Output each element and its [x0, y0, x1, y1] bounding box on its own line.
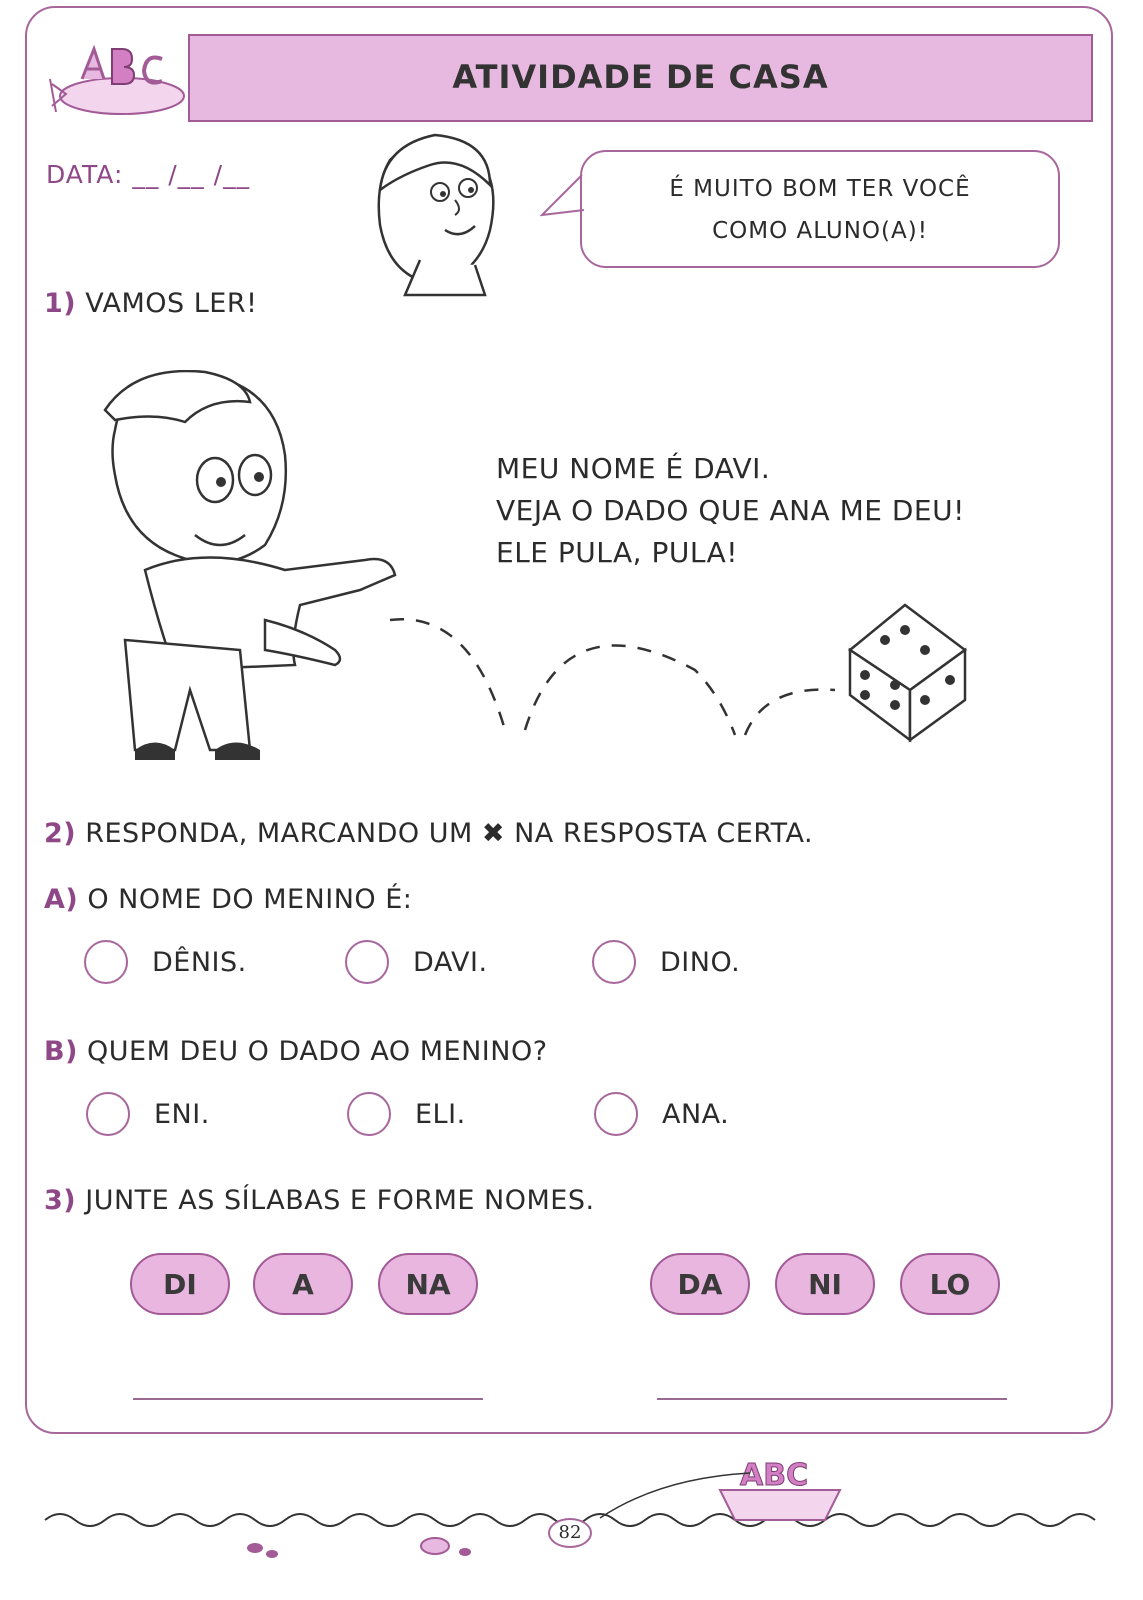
- teacher-illustration: [360, 130, 510, 305]
- question-3: [44, 1185, 595, 1216]
- option-a-3[interactable]: [592, 937, 740, 987]
- answer-circle[interactable]: [345, 940, 389, 984]
- option-label: DINO.: [660, 946, 741, 978]
- question-3-number: 3): [44, 1185, 77, 1216]
- date-field: DATA: __ /__ /__: [46, 160, 251, 189]
- syllable-pill: DA: [650, 1253, 750, 1315]
- question-2a-letter: A): [44, 884, 79, 915]
- story-line-2: VEJA O DADO QUE ANA ME DEU!: [496, 494, 965, 527]
- x-mark-icon: ✖: [481, 818, 505, 849]
- answer-options-a: [80, 937, 1080, 987]
- answer-circle[interactable]: [86, 1092, 130, 1136]
- option-a-1[interactable]: [84, 937, 247, 987]
- title-banner: [188, 34, 1093, 122]
- boy-davi-illustration: [85, 370, 405, 780]
- answer-circle[interactable]: [594, 1092, 638, 1136]
- boat-abc-label: ABC: [740, 1458, 809, 1493]
- syllable-pill: A: [253, 1253, 353, 1315]
- bouncing-dice-illustration: [385, 590, 985, 770]
- syllable-pill: NA: [378, 1253, 478, 1315]
- option-b-3[interactable]: [594, 1089, 729, 1139]
- dice-icon: [850, 605, 965, 740]
- syllable-pill: LO: [900, 1253, 1000, 1315]
- story-line-1: MEU NOME É DAVI.: [496, 452, 771, 485]
- option-label: DÊNIS.: [152, 946, 247, 978]
- option-label: DAVI.: [413, 946, 488, 978]
- option-a-2[interactable]: [345, 937, 488, 987]
- question-2b-letter: B): [44, 1036, 78, 1067]
- question-3-text: JUNTE AS SÍLABAS E FORME NOMES.: [85, 1185, 595, 1216]
- option-b-1[interactable]: [86, 1089, 210, 1139]
- question-2-text-before: RESPONDA, MARCANDO UM: [85, 818, 473, 849]
- answer-circle[interactable]: [84, 940, 128, 984]
- question-2-number: 2): [44, 818, 77, 849]
- question-2b-text: QUEM DEU O DADO AO MENINO?: [87, 1036, 548, 1067]
- speech-bubble: [580, 150, 1060, 268]
- story-line-3: ELE PULA, PULA!: [496, 536, 738, 569]
- question-2b: [44, 1036, 548, 1067]
- answer-line-2[interactable]: [657, 1398, 1007, 1400]
- page-title: ATIVIDADE DE CASA: [452, 58, 829, 96]
- question-2: [44, 818, 813, 849]
- question-1: [44, 288, 257, 319]
- abc-airplane-logo: [42, 34, 192, 129]
- answer-circle[interactable]: [347, 1092, 391, 1136]
- option-label: ELI.: [415, 1098, 466, 1130]
- speech-line-1: É MUITO BOM TER VOCÊ: [669, 176, 971, 202]
- option-label: ANA.: [662, 1098, 730, 1130]
- answer-line-1[interactable]: [133, 1398, 483, 1400]
- option-b-2[interactable]: [347, 1089, 466, 1139]
- footer-waves-decoration: [40, 1450, 1100, 1580]
- syllable-pill: NI: [775, 1253, 875, 1315]
- syllable-pill: DI: [130, 1253, 230, 1315]
- question-2-text-after: NA RESPOSTA CERTA.: [514, 818, 814, 849]
- story-text: [496, 448, 965, 574]
- answer-options-b: [80, 1089, 1080, 1139]
- answer-circle[interactable]: [592, 940, 636, 984]
- question-2a-text: O NOME DO MENINO É:: [87, 884, 413, 915]
- question-1-number: 1): [44, 288, 77, 319]
- page-number: 82: [548, 1518, 592, 1548]
- speech-line-2: COMO ALUNO(A)!: [712, 218, 928, 244]
- question-1-text: VAMOS LER!: [85, 288, 258, 319]
- option-label: ENI.: [154, 1098, 210, 1130]
- question-2a: [44, 884, 412, 915]
